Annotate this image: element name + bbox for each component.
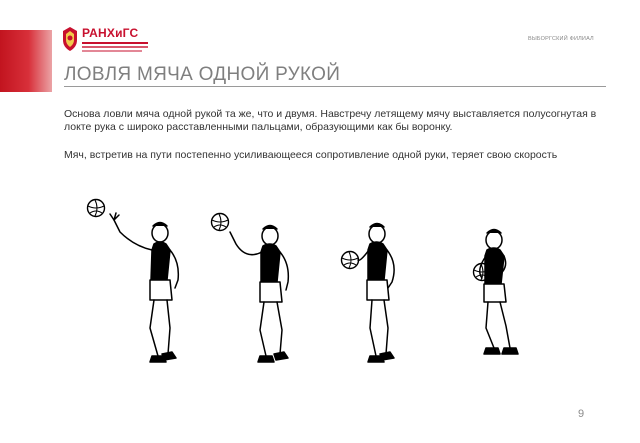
- player-figure-4: [474, 230, 519, 355]
- paragraph-2: Мяч, встретив на пути постепенно усиливающееся сопротивление одной руки, теряет свою скорость: [64, 149, 558, 161]
- player-figure-3: [342, 224, 395, 363]
- emblem-icon: [60, 26, 80, 52]
- player-figure-2: [212, 214, 289, 363]
- catching-sequence-illustration: [70, 188, 570, 383]
- logo-subline: [82, 46, 148, 48]
- ball-icon: [88, 200, 105, 217]
- page-number: 9: [578, 408, 585, 420]
- ranepa-logo: [60, 26, 150, 54]
- logo-text: РАНХиГС: [82, 26, 139, 40]
- red-accent-bar: [0, 30, 52, 92]
- paragraph-1: Основа ловли мяча одной рукой та же, что и двумя. Навстречу летящему мячу выставляется полусогнутая в локте рука с широко расставленными пальцами, образующими как бы воронку.: [64, 108, 597, 133]
- player-figure-1: [88, 200, 179, 363]
- ball-icon: [342, 252, 359, 269]
- logo-subline: [82, 42, 148, 44]
- title-underline: [64, 86, 606, 87]
- ball-icon: [212, 214, 229, 231]
- branch-label: ВЫБОРГСКИЙ ФИЛИАЛ: [528, 36, 594, 42]
- slide-title: ЛОВЛЯ МЯЧА ОДНОЙ РУКОЙ: [64, 64, 341, 85]
- logo-subline: [82, 50, 142, 52]
